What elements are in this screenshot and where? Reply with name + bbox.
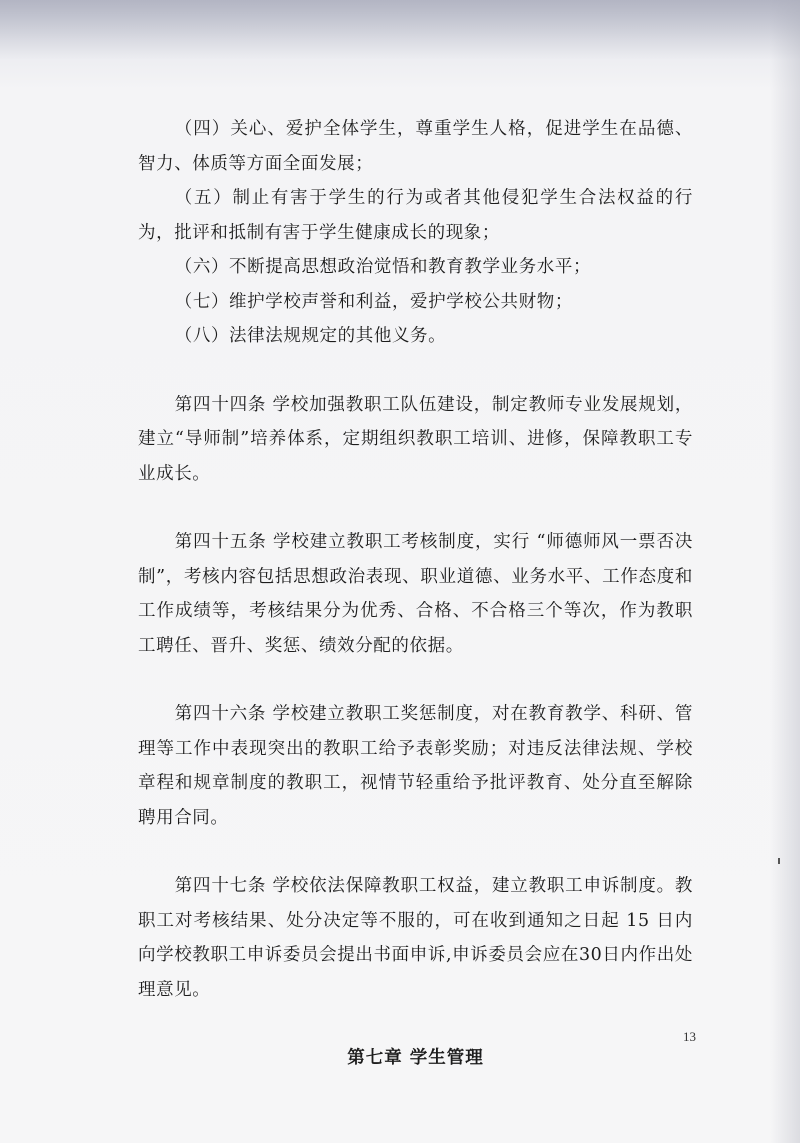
scan-shadow-top <box>0 0 800 60</box>
item-eight: （八）法律法规规定的其他义务。 <box>174 326 447 346</box>
chapter-heading: 第七章 学生管理 <box>347 1048 484 1068</box>
body-text <box>138 112 693 1076</box>
page-number: 13 <box>683 1029 696 1044</box>
article-47: 第四十七条 学校依法保障教职工权益，建立教职工申诉制度。教职工对考核结果、处分决定等不服的，可在收到通知之日起 15 日内向学校教职工申诉委员会提出书面申诉,申诉委员会应在30日内作出处理意见。 <box>138 876 693 1000</box>
article-45: 第四十五条 学校建立教职工考核制度，实行 “师德师风一票否决制”，考核内容包括思想政治表现、职业道德、业务水平、工作态度和工作成绩等，考核结果分为优秀、合格、不合格三个等次，作为教职工聘任、晋升、奖惩、绩效分配的依据。 <box>138 532 693 656</box>
scan-speck <box>778 858 780 864</box>
article-46: 第四十六条 学校建立教职工奖惩制度，对在教育教学、科研、管理等工作中表现突出的教职工给予表彰奖励；对违反法律法规、学校章程和规章制度的教职工，视情节轻重给予批评教育、处分直至解除聘用合同。 <box>138 704 693 828</box>
item-five: （五）制止有害于学生的行为或者其他侵犯学生合法权益的行为，批评和抵制有害于学生健康成长的现象； <box>138 188 693 243</box>
item-four: （四）关心、爱护全体学生，尊重学生人格，促进学生在品德、智力、体质等方面全面发展； <box>138 119 693 174</box>
item-seven: （七）维护学校声誉和利益，爱护学校公共财物； <box>174 291 573 312</box>
scan-shadow-right <box>770 0 800 1143</box>
item-six: （六）不断提高思想政治觉悟和教育教学业务水平； <box>174 257 592 277</box>
article-44: 第四十四条 学校加强教职工队伍建设，制定教师专业发展规划，建立“导师制”培养体系，定期组织教职工培训、进修，保障教职工专业成长。 <box>138 394 693 484</box>
